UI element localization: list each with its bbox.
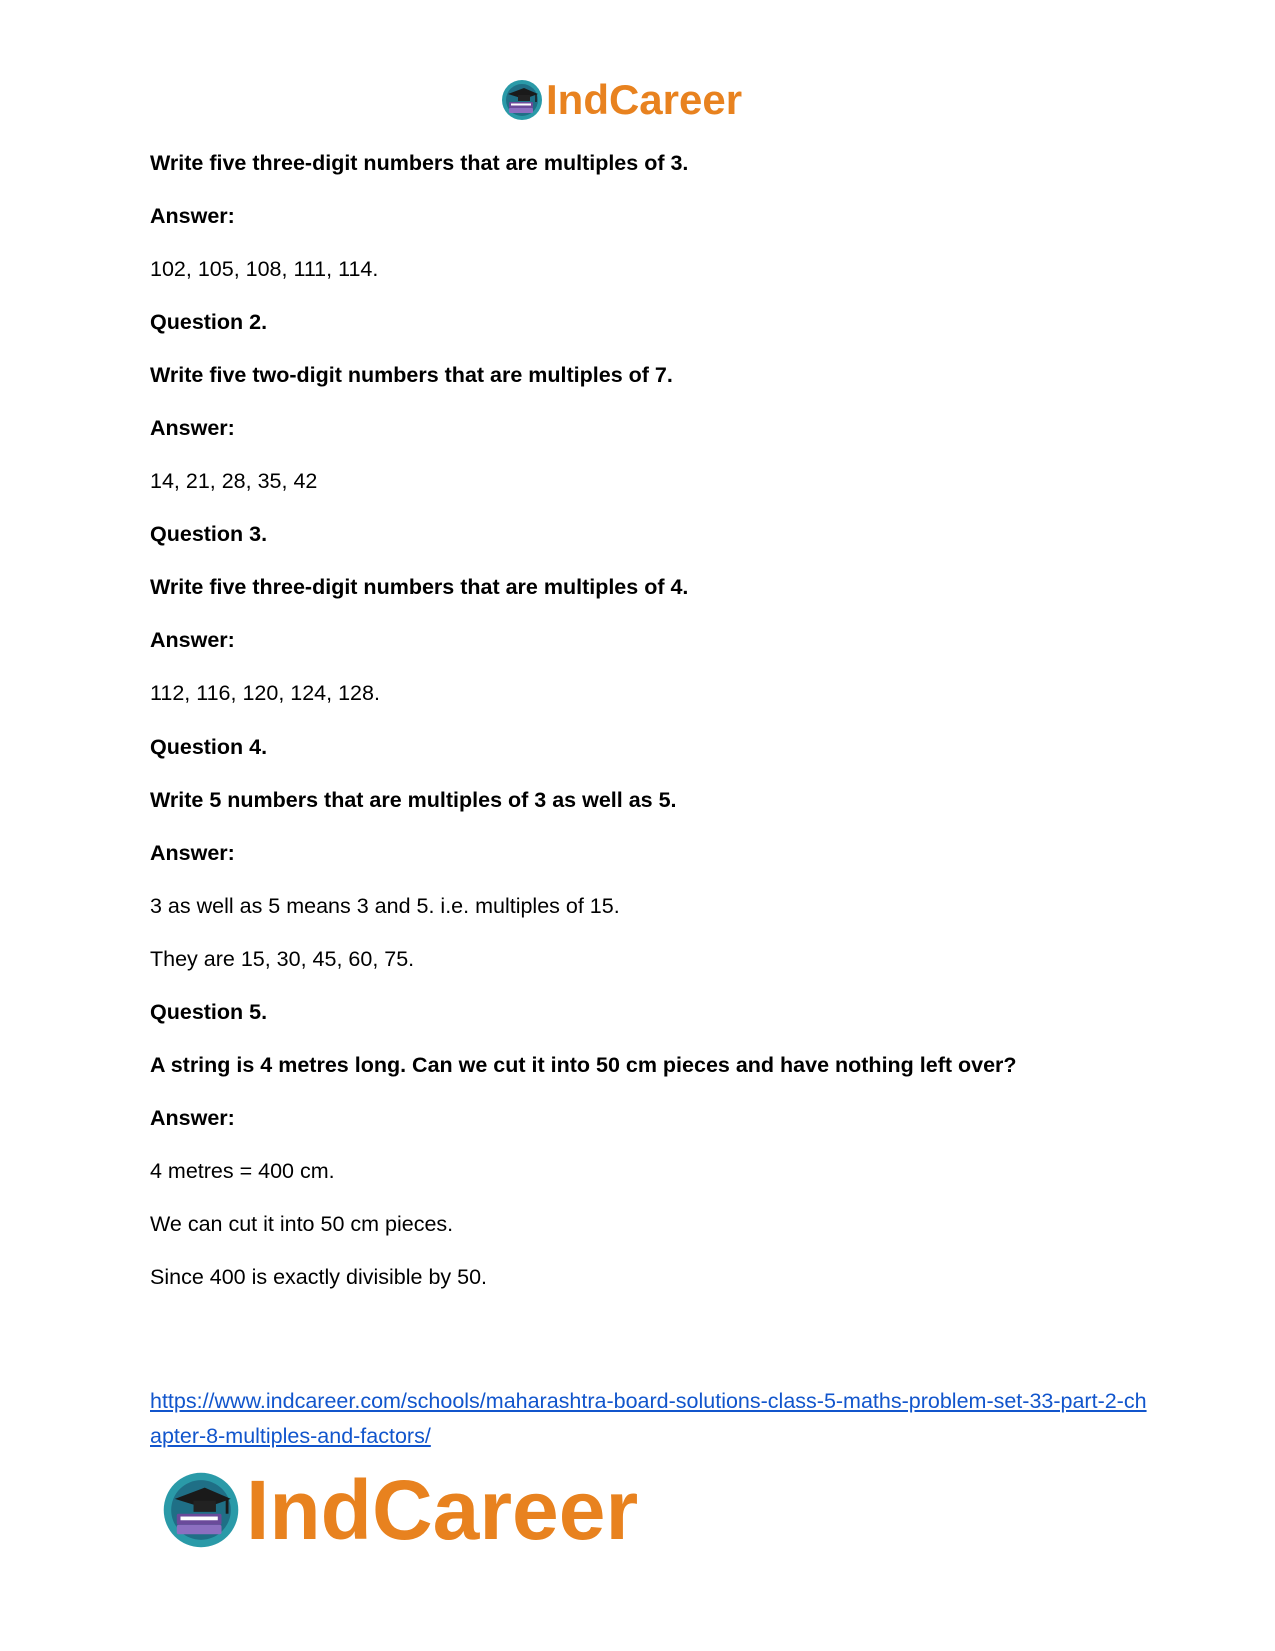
source-link[interactable]: https://www.indcareer.com/schools/maharashtra-board-solutions-class-5-maths-problem-set-33-part-2-chapter-8-multiples-and-factors/ <box>150 1389 1147 1448</box>
answer-label: Answer: <box>150 841 235 865</box>
answer-1-text: 102, 105, 108, 111, 114. <box>150 257 379 281</box>
question-4-text: Write 5 numbers that are multiples of 3 as well as 5. <box>150 788 677 812</box>
footer-logo <box>160 1463 639 1557</box>
answer-label: Answer: <box>150 204 235 228</box>
question-2-text: Write five two-digit numbers that are multiples of 7. <box>150 363 673 387</box>
question-3-text: Write five three-digit numbers that are multiples of 4. <box>150 575 689 599</box>
brand-name: IndCareer <box>546 76 743 123</box>
indcareer-emblem-icon <box>500 78 544 122</box>
answer-label: Answer: <box>150 1106 235 1130</box>
question-2-heading: Question 2. <box>150 310 268 334</box>
answer-5-line-2: We can cut it into 50 cm pieces. <box>150 1212 454 1236</box>
question-3-heading: Question 3. <box>150 522 268 546</box>
indcareer-emblem-icon <box>160 1469 242 1551</box>
question-5-text: A string is 4 metres long. Can we cut it into 50 cm pieces and have nothing left over? <box>150 1053 1017 1077</box>
answer-label: Answer: <box>150 416 235 440</box>
answer-4-line-1: 3 as well as 5 means 3 and 5. i.e. multiples of 15. <box>150 894 620 918</box>
footer-brand-name: IndCareer <box>246 1463 639 1557</box>
header-logo <box>500 78 742 122</box>
answer-4-line-2: They are 15, 30, 45, 60, 75. <box>150 947 415 971</box>
question-5-heading: Question 5. <box>150 1000 268 1024</box>
answer-3-text: 112, 116, 120, 124, 128. <box>150 681 380 705</box>
question-1-text: Write five three-digit numbers that are multiples of 3. <box>150 151 689 175</box>
answer-2-text: 14, 21, 28, 35, 42 <box>150 469 318 493</box>
question-4-heading: Question 4. <box>150 735 268 759</box>
answer-5-line-1: 4 metres = 400 cm. <box>150 1159 335 1183</box>
answer-5-line-3: Since 400 is exactly divisible by 50. <box>150 1265 488 1289</box>
answer-label: Answer: <box>150 628 235 652</box>
